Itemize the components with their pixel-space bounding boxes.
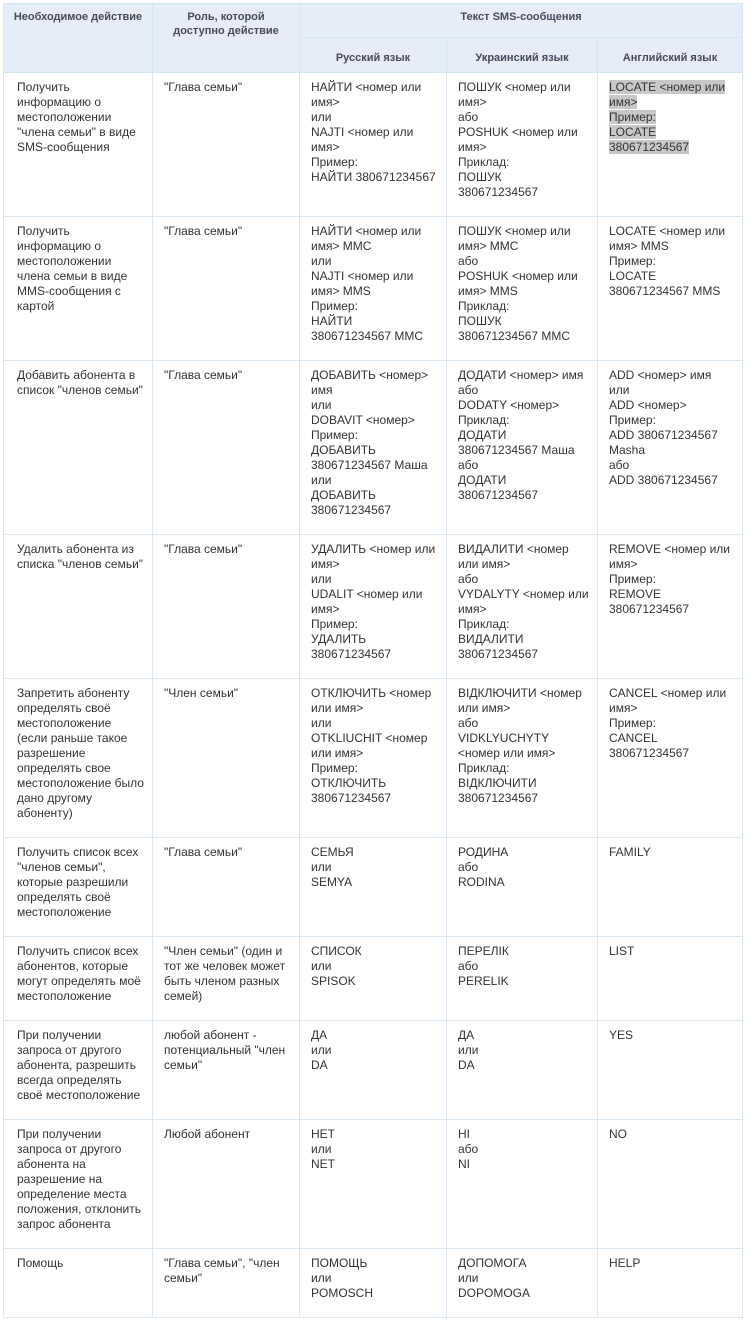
cell-ru: УДАЛИТЬ <номер или имя> или UDALIT <номер или имя> Пример: УДАЛИТЬ 380671234567 bbox=[300, 535, 447, 679]
cell-role: "Глава семьи" bbox=[153, 361, 300, 535]
cell-uk: ПЕРЕЛІК або PERELIK bbox=[447, 937, 598, 1021]
table-row bbox=[4, 217, 743, 361]
cell-en: LIST bbox=[598, 937, 743, 1021]
cell-uk: ДА или DA bbox=[447, 1021, 598, 1120]
table-row bbox=[4, 1120, 743, 1249]
cell-en: LOCATE <номер или имя> MMS Пример: LOCATE 380671234567 MMS bbox=[598, 217, 743, 361]
table-header bbox=[4, 4, 743, 73]
cell-uk: РОДИНА або RODINA bbox=[447, 838, 598, 937]
cell-ru: НАЙТИ <номер или имя> или NAJTI <номер или имя> Пример: НАЙТИ 380671234567 bbox=[300, 73, 447, 217]
cell-ru: НЕТ или NET bbox=[300, 1120, 447, 1249]
cell-action: Удалить абонента из списка "членов семьи" bbox=[4, 535, 153, 679]
cell-action: При получении запроса от другого абонента на разрешение на определение места положения, отклонить запрос абонента bbox=[4, 1120, 153, 1249]
table-row bbox=[4, 1249, 743, 1318]
cell-action: Получить список всех абонентов, которые могут определять моё местоположение bbox=[4, 937, 153, 1021]
cell-uk: ВИДАЛИТИ <номер или имя> або VYDALYTY <номер или имя> Приклад: ВИДАЛИТИ 380671234567 bbox=[447, 535, 598, 679]
cell-uk: ДОПОМОГА или DOPOMOGA bbox=[447, 1249, 598, 1318]
table-row bbox=[4, 1021, 743, 1120]
table-row bbox=[4, 838, 743, 937]
cell-ru: ОТКЛЮЧИТЬ <номер или имя> или OTKLIUCHIT <номер или имя> Пример: ОТКЛЮЧИТЬ 380671234567 bbox=[300, 679, 447, 838]
cell-action: Получить информацию о местоположении "члена семьи" в виде SMS-сообщения bbox=[4, 73, 153, 217]
table-body bbox=[4, 73, 743, 1318]
cell-role: "Глава семьи" bbox=[153, 535, 300, 679]
cell-role: "Глава семьи" bbox=[153, 838, 300, 937]
cell-ru: СЕМЬЯ или SEMYA bbox=[300, 838, 447, 937]
cell-ru: ДОБАВИТЬ <номер> имя или DOBAVIT <номер> Пример: ДОБАВИТЬ 380671234567 Маша или ДОБАВИТЬ 380671234567 bbox=[300, 361, 447, 535]
cell-en bbox=[598, 73, 743, 217]
table-row bbox=[4, 679, 743, 838]
cell-en: NO bbox=[598, 1120, 743, 1249]
cell-en: FAMILY bbox=[598, 838, 743, 937]
table-row bbox=[4, 937, 743, 1021]
selected-text: LOCATE <номер или имя> Пример: LOCATE 380671234567 bbox=[609, 80, 726, 154]
cell-ru: НАЙТИ <номер или имя> ММС или NAJTI <номер или имя> MMS Пример: НАЙТИ 380671234567 ММС bbox=[300, 217, 447, 361]
cell-role: "Глава семьи" bbox=[153, 73, 300, 217]
sms-commands-table bbox=[3, 3, 743, 1318]
cell-role: "Член семьи" (один и тот же человек может быть членом разных семей) bbox=[153, 937, 300, 1021]
cell-action: При получении запроса от другого абонента, разрешить всегда определять своё местоположение bbox=[4, 1021, 153, 1120]
table-row bbox=[4, 73, 743, 217]
header-lang-en: Английский язык bbox=[598, 38, 743, 73]
cell-en: REMOVE <номер или имя> Пример: REMOVE 380671234567 bbox=[598, 535, 743, 679]
cell-en: YES bbox=[598, 1021, 743, 1120]
cell-uk: ПОШУК <номер или имя> ММС або POSHUK <номер или имя> MMS Приклад: ПОШУК 380671234567 ММС bbox=[447, 217, 598, 361]
cell-ru: ПОМОЩЬ или POMOSCH bbox=[300, 1249, 447, 1318]
table-row bbox=[4, 535, 743, 679]
cell-action: Добавить абонента в список "членов семьи" bbox=[4, 361, 153, 535]
cell-role: "Глава семьи" bbox=[153, 217, 300, 361]
cell-uk: ВІДКЛЮЧИТИ <номер или имя> або VIDKLYUCHYTY <номер или имя> Приклад: ВІДКЛЮЧИТИ 380671234567 bbox=[447, 679, 598, 838]
cell-ru: ДА или DA bbox=[300, 1021, 447, 1120]
header-role: Роль, которой доступно действие bbox=[153, 4, 300, 73]
table-row bbox=[4, 361, 743, 535]
header-lang-ru: Русский язык bbox=[300, 38, 447, 73]
cell-action: Запретить абоненту определять своё местоположение (если раньше такое разрешение определять свое местоположение было дано другому абоненту) bbox=[4, 679, 153, 838]
cell-action: Получить информацию о местоположении члена семьи в виде MMS-сообщения с картой bbox=[4, 217, 153, 361]
cell-uk: ДОДАТИ <номер> имя або DODATY <номер> Приклад: ДОДАТИ 380671234567 Маша або ДОДАТИ 380671234567 bbox=[447, 361, 598, 535]
cell-role: "Глава семьи", "член семьи" bbox=[153, 1249, 300, 1318]
header-lang-uk: Украинский язык bbox=[447, 38, 598, 73]
cell-en: HELP bbox=[598, 1249, 743, 1318]
cell-action: Помощь bbox=[4, 1249, 153, 1318]
cell-uk: НІ або NI bbox=[447, 1120, 598, 1249]
cell-en: CANCEL <номер или имя> Пример: CANCEL 380671234567 bbox=[598, 679, 743, 838]
cell-uk: ПОШУК <номер или имя> або POSHUK <номер или имя> Приклад: ПОШУК 380671234567 bbox=[447, 73, 598, 217]
cell-ru: СПИСОК или SPISOK bbox=[300, 937, 447, 1021]
header-sms-text: Текст SMS-сообщения bbox=[300, 4, 743, 38]
cell-role: любой абонент - потенциальный "член семьи" bbox=[153, 1021, 300, 1120]
cell-role: Любой абонент bbox=[153, 1120, 300, 1249]
cell-en: ADD <номер> имя или ADD <номер> Пример: ADD 380671234567 Masha або ADD 380671234567 bbox=[598, 361, 743, 535]
cell-action: Получить список всех "членов семьи", которые разрешили определять своё местоположение bbox=[4, 838, 153, 937]
cell-role: "Член семьи" bbox=[153, 679, 300, 838]
header-action: Необходимое действие bbox=[4, 4, 153, 73]
